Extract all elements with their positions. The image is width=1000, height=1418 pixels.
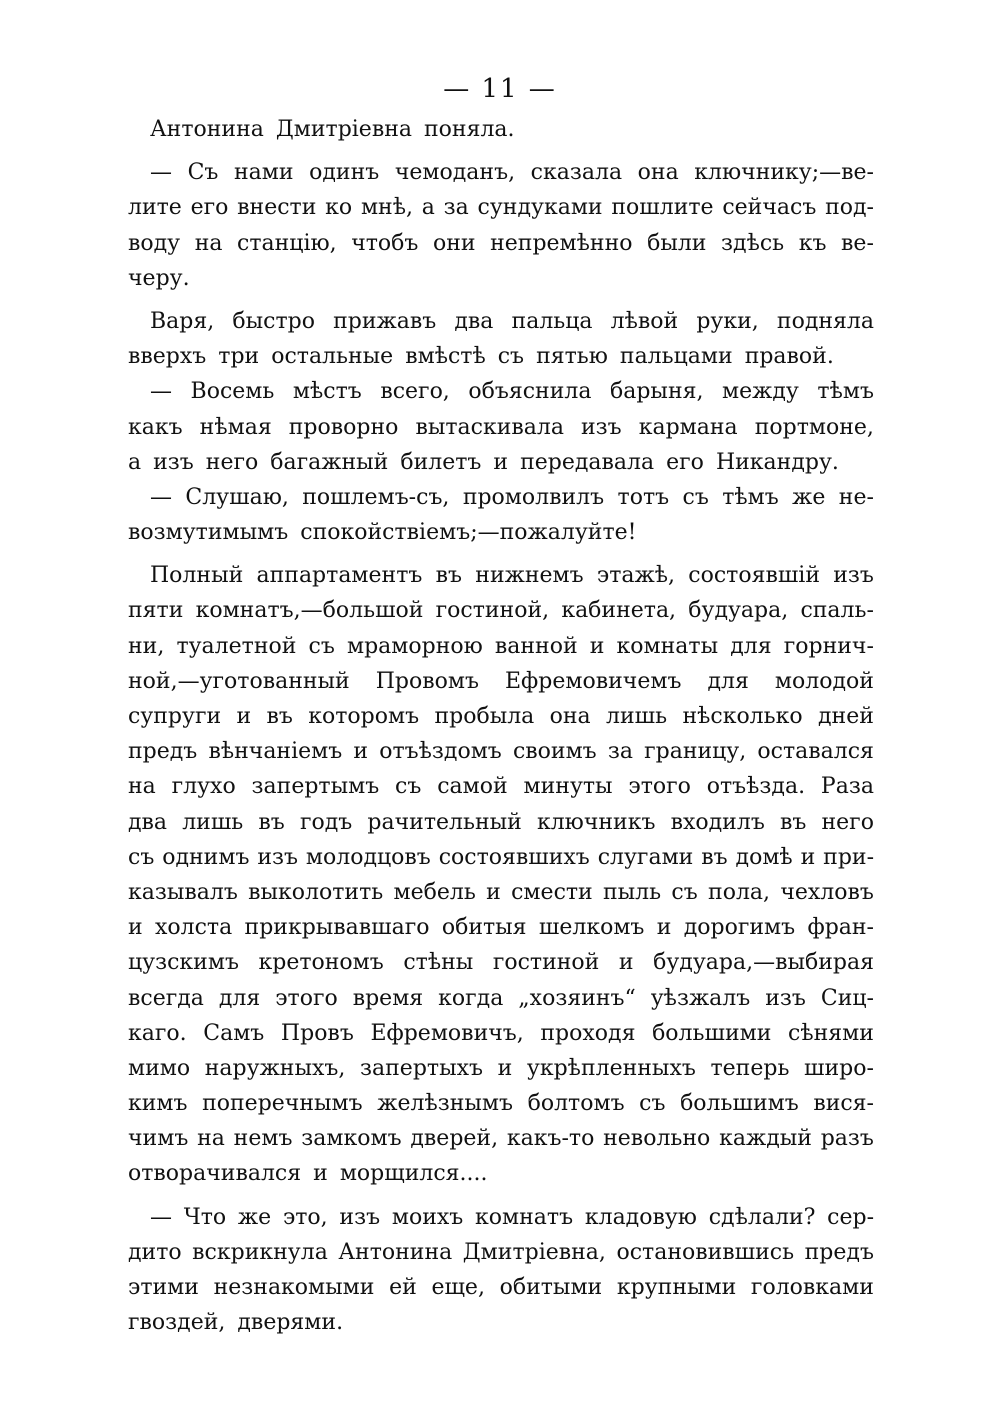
text-line: Варя, быстро прижавъ два пальца лѣвой руки, подняла: [150, 308, 874, 334]
text-line: кимъ поперечнымъ желѣзнымъ болтомъ съ большимъ вися-: [128, 1091, 874, 1117]
text-line: — Что же это, изъ моихъ комнатъ кладовую сдѣлали? сер-: [150, 1204, 874, 1230]
text-line: два лишь въ годъ рачительный ключникъ входилъ въ него: [128, 809, 874, 835]
text-line: черу.: [128, 265, 190, 291]
page-number: — 11 —: [443, 74, 557, 104]
text-line: цузскимъ кретономъ стѣны гостиной и будуара,—выбирая: [128, 950, 874, 976]
text-line: Полный аппартаментъ въ нижнемъ этажѣ, состоявшiй изъ: [150, 563, 874, 589]
text-line: супруги и въ которомъ пробыла она лишь нѣсколько дней: [128, 704, 874, 729]
text-line: а изъ него багажный билетъ и передавала его Никандру.: [128, 449, 839, 475]
text-line: воду на станцiю, чтобъ они непремѣнно были здѣсь къ ве-: [128, 230, 874, 256]
text-line: чимъ на немъ замкомъ дверей, какъ-то невольно каждый разъ: [128, 1126, 874, 1152]
text-line: пяти комнатъ,—большой гостиной, кабинета, будуара, спаль-: [128, 598, 874, 624]
paragraph-gap: [128, 147, 874, 155]
text-line: на глухо запертымъ съ самой минуты этого отъѣзда. Раза: [128, 774, 874, 800]
text-line: каго. Самъ Провъ Ефремовичъ, проходя большими сѣнями: [128, 1020, 874, 1046]
text-line: какъ нѣмая проворно вытаскивала изъ кармана портмоне,: [128, 414, 874, 440]
text-line: этими незнакомыми ей еще, обитыми крупными головками: [128, 1275, 874, 1300]
text-line: ни, туалетной съ мраморною ванной и комнаты для горнич-: [128, 633, 874, 659]
paragraph-gap: [128, 1192, 874, 1200]
text-line: съ однимъ изъ молодцовъ состоявшихъ слугами въ домѣ и при-: [128, 844, 874, 870]
text-line: дито вскрикнула Антонина Дмитрiевна, остановившись предъ: [128, 1239, 874, 1265]
text-line: и холста прикрывавшаго обитыя шелкомъ и дорогимъ фран-: [128, 915, 874, 941]
text-line: вверхъ три остальные вмѣстѣ съ пятью пальцами правой.: [128, 344, 834, 370]
paragraph-gap: [128, 550, 874, 558]
text-line: лите его внести ко мнѣ, а за сундуками пошлите сейчасъ под-: [128, 195, 874, 221]
text-line: ной,—уготованный Провомъ Ефремовичемъ для молодой: [128, 668, 874, 694]
text-line: отворачивался и морщился....: [128, 1161, 488, 1187]
text-line: — Съ нами одинъ чемоданъ, сказала она ключнику;—ве-: [150, 160, 874, 186]
text-line: возмутимымъ спокойствiемъ;—пожалуйте!: [128, 520, 637, 546]
text-line: казывалъ выколотить мебель и смести пыль съ пола, чехловъ: [128, 879, 874, 905]
paragraph-gap: [128, 296, 874, 304]
text-line: мимо наружныхъ, запертыхъ и укрѣпленныхъ теперь широ-: [128, 1055, 874, 1081]
text-line: гвоздей, дверями.: [128, 1310, 344, 1336]
body-text: [128, 112, 874, 1340]
text-line: предъ вѣнчанiемъ и отъѣздомъ своимъ за границу, оставался: [128, 739, 874, 765]
text-line: Антонина Дмитрiевна поняла.: [150, 117, 515, 142]
text-line: всегда для этого время когда „хозяинъ“ уѣзжалъ изъ Сиц-: [128, 985, 874, 1011]
text-line: — Восемь мѣстъ всего, объяснила барыня, между тѣмъ: [150, 379, 874, 405]
text-line: — Слушаю, пошлемъ-съ, промолвилъ тотъ съ тѣмъ же не-: [150, 484, 874, 510]
